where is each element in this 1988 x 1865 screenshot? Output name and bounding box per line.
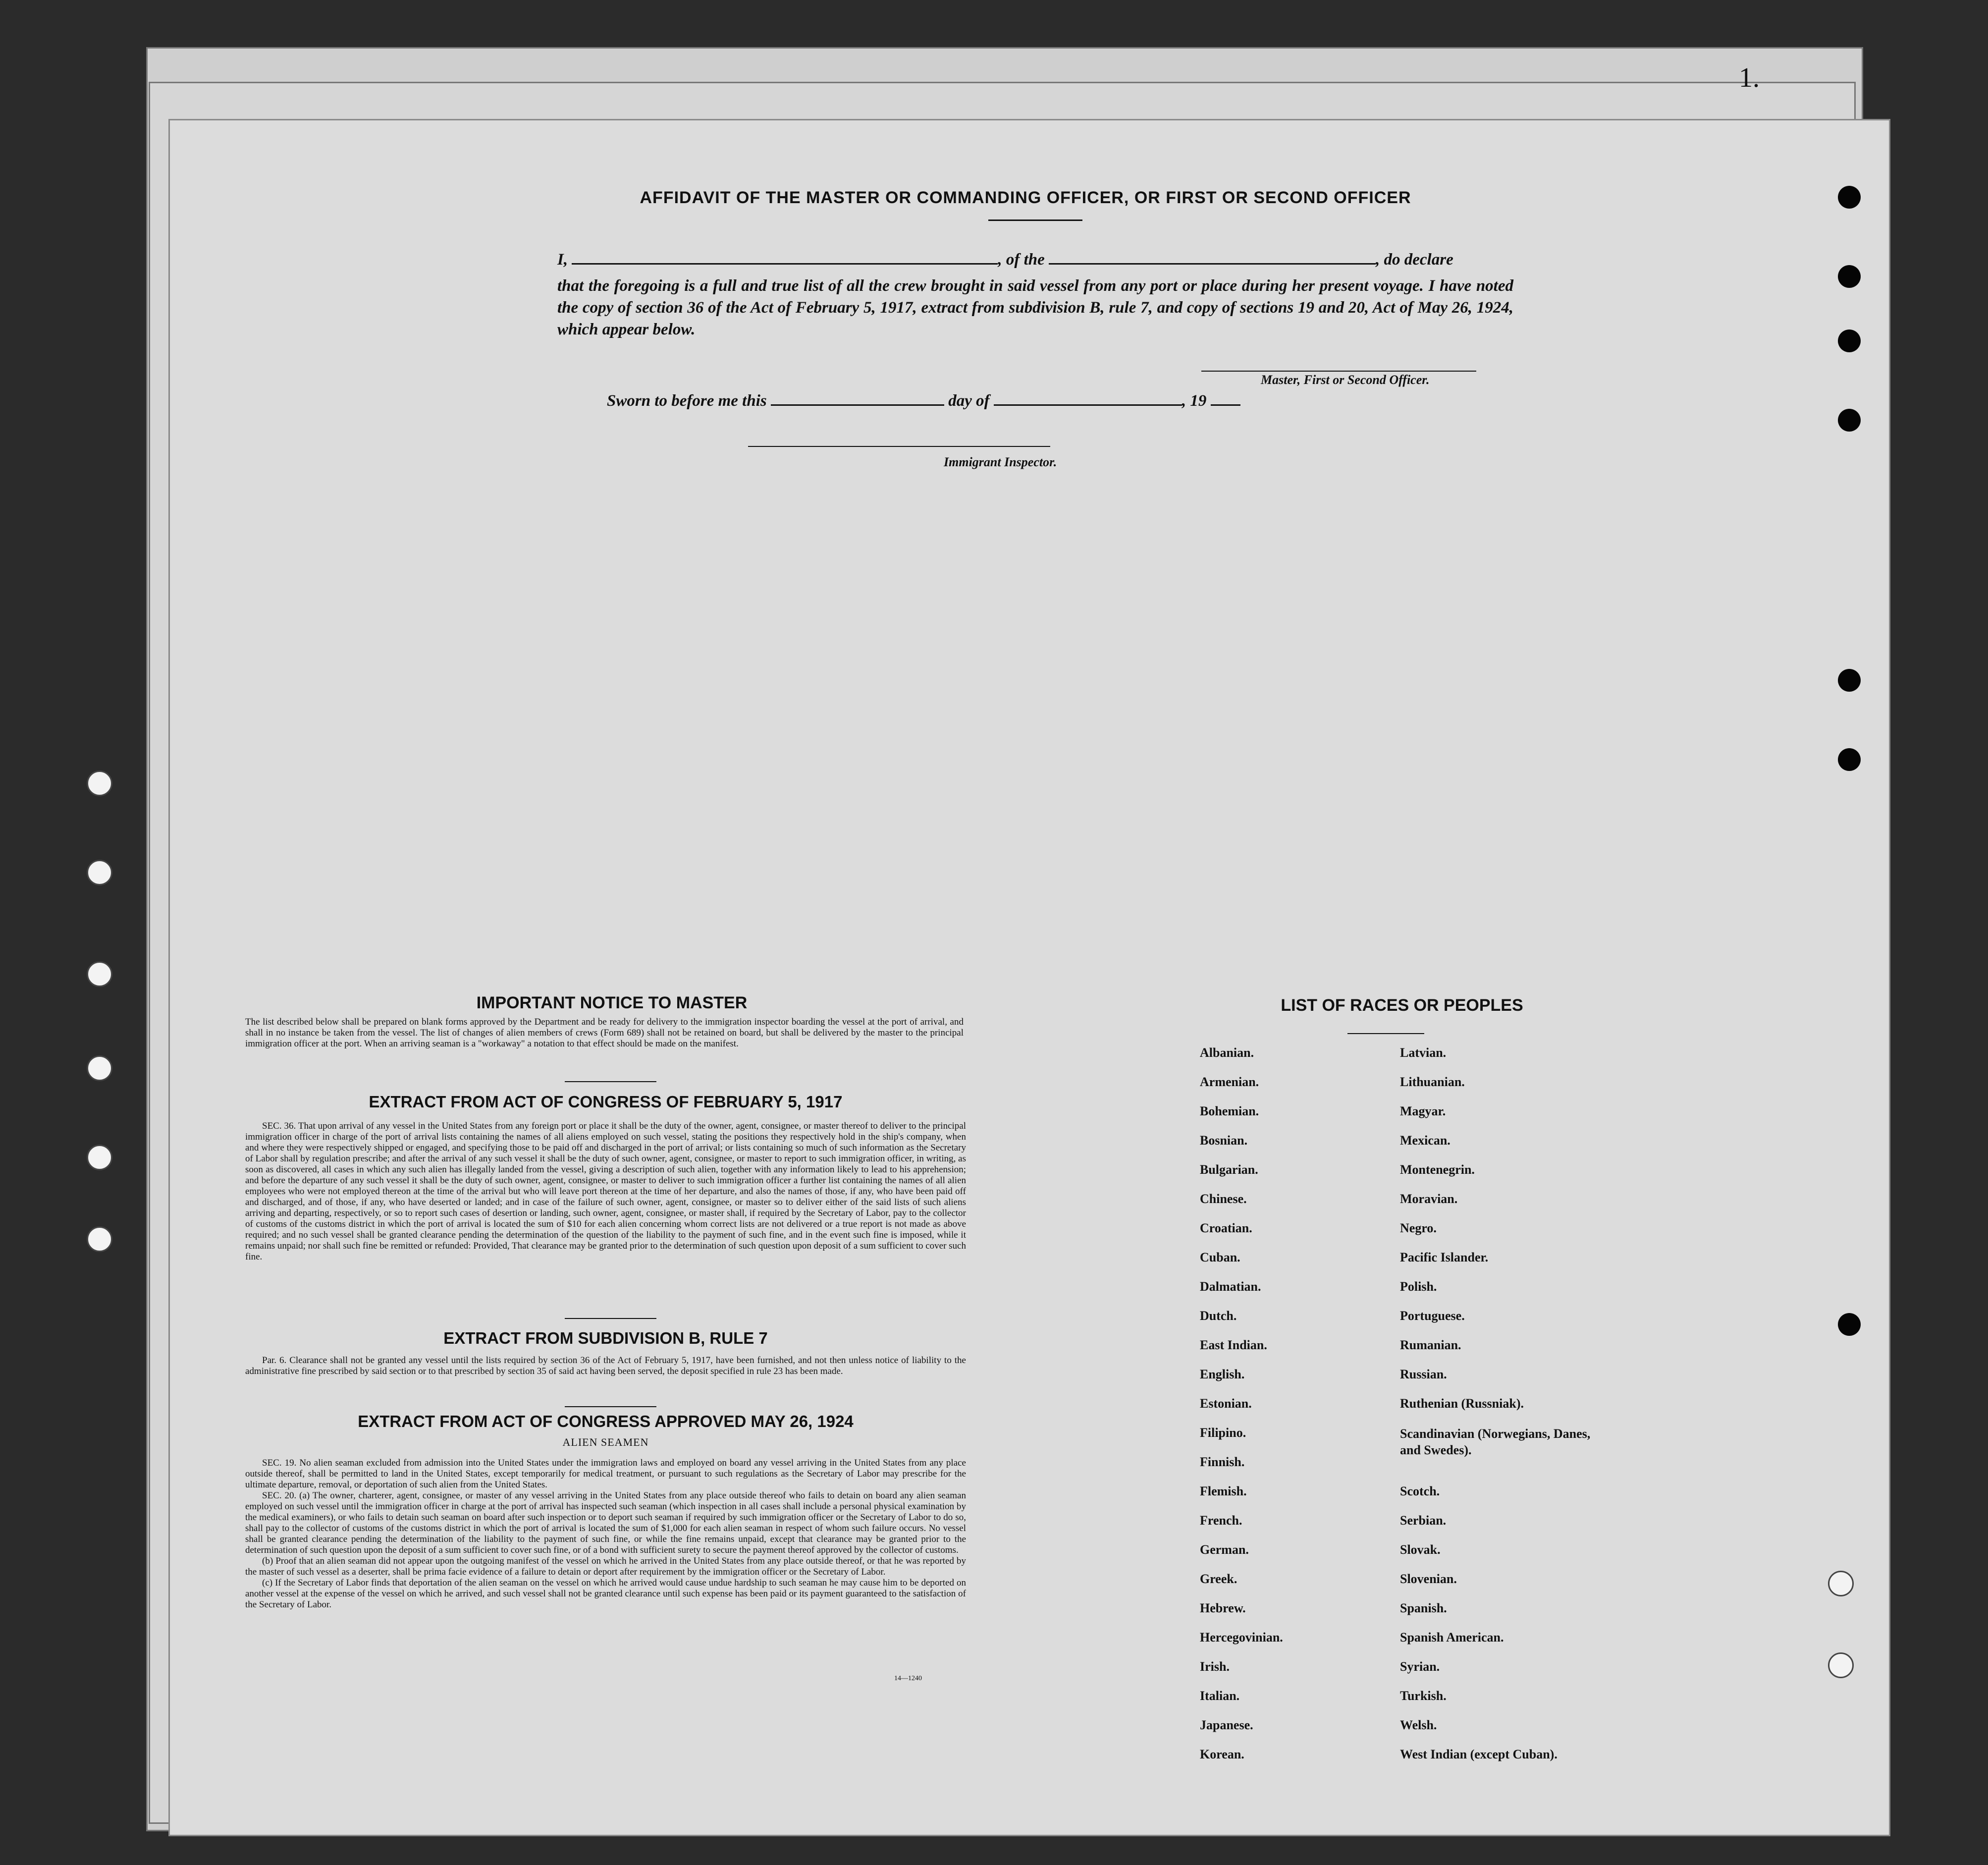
alien-seamen-subtitle: ALIEN SEAMEN [562, 1436, 649, 1448]
affidavit-title: AFFIDAVIT OF THE MASTER OR COMMANDING OFFICER, OR FIRST OR SECOND OFFICER [640, 188, 1411, 207]
punch-hole [1838, 186, 1861, 209]
notice-body: The list described below shall be prepared on blank forms approved by the Department and be ready for delivery to the immigration inspector boarding the vessel at the port of arrival, and shall in no instance be taken from the vessel. The list of changes of alien members of crews (Form 689) shall not be retained on board, but shall be delivered by the master to the principal immigration officer at the port. When an arriving seaman is a "workaway" a notation to that effect should be made on the manifest. [245, 1017, 964, 1049]
section-20c-text: (c) If the Secretary of Labor finds that deportation of the alien seaman on the vessel on which he arrived would cause undue hardship to such seaman he may cause him to be deported on another vessel at the expense of the vessel on which he arrived, and such vessel shall not be granted clearance until such expense has been paid or its payment guaranteed to the satisfaction of the Secretary of Labor. [245, 1578, 966, 1610]
race-item: Bulgarian. [1200, 1162, 1258, 1177]
race-item: Hebrew. [1200, 1601, 1246, 1615]
punch-hole [1838, 329, 1861, 352]
declarant-label: I, [557, 251, 568, 269]
extract-rule7-body [245, 1355, 966, 1377]
signature-line[interactable] [1201, 371, 1476, 372]
of-the-label: , of the [998, 251, 1045, 269]
race-item: Finnish. [1200, 1455, 1245, 1469]
race-item: Slovenian. [1400, 1572, 1457, 1586]
races-divider [1347, 1033, 1424, 1034]
punch-hole [1838, 748, 1861, 771]
race-item: Magyar. [1400, 1104, 1446, 1118]
race-item: French. [1200, 1513, 1242, 1528]
punch-hole [87, 961, 112, 987]
race-item: Croatian. [1200, 1221, 1252, 1235]
race-item: Spanish. [1400, 1601, 1447, 1615]
form-number: 14—1240 [894, 1675, 922, 1682]
race-item: Japanese. [1200, 1718, 1253, 1732]
race-item: Irish. [1200, 1659, 1230, 1674]
race-item: Russian. [1400, 1367, 1447, 1381]
race-item: Cuban. [1200, 1250, 1240, 1264]
punch-hole [87, 1226, 112, 1252]
punch-hole [87, 860, 112, 885]
signature-label: Master, First or Second Officer. [1261, 373, 1430, 387]
race-item: Latvian. [1400, 1045, 1447, 1060]
race-item: Negro. [1400, 1221, 1437, 1235]
race-item: Lithuanian. [1400, 1075, 1465, 1089]
race-item: Portuguese. [1400, 1309, 1465, 1323]
sworn-month-field[interactable] [994, 391, 1182, 406]
race-item: Ruthenian (Russniak). [1400, 1396, 1524, 1411]
section-20b-text: (b) Proof that an alien seaman did not appear upon the outgoing manifest of the vessel on which he arrived in the United States from any place outside thereof, or that he was reported by the master of such vessel as a deserter, shall be prima facie evidence of a failure to detain or deport after requirement by the immigration officer or the Secretary of Labor. [245, 1556, 966, 1577]
section-36-text: SEC. 36. That upon arrival of any vessel in the United States from any foreign port or place it shall be the duty of the owner, agent, consignee, or master thereof to deliver to the principal immigration officer in charge of the port of arrival lists containing the names of all aliens employed on such vessel, stating the positions they respectively hold in the ship's company, when and where they were respectively shipped or engaged, and specifying those to be paid off and discharged in the port of arrival; or lists containing so much of such information as the Secretary of Labor shall by regulation prescribe; and after the arrival of any such vessel it shall be the duty of such owner, agent, consignee, or master to report to such immigration officer, in writing, as soon as discovered, all cases in which any such alien has illegally landed from the vessel, giving a description of such alien, together with any information likely to lead to his apprehension; and before the departure of any such vessel it shall be the duty of such owner, agent, consignee, or master to deliver to such immigration officer a further list containing the names of all alien employees who were not employed thereon at the time of the arrival but who will leave port thereon at the time of her departure, and also the names of those, if any, who have been paid off and discharged, and of those, if any, who have deserted or landed; and in case of the failure of such owner, agent, consignee, or master so to deliver either of the said lists of such aliens arriving and departing, respectively, or so to report such cases of desertion or landing, such owner, agent, consignee, or master shall, if required by the Secretary of Labor, pay to the collector of customs of the customs district in which the port of arrival is located the sum of $10 for each alien concerning whom correct lists are not delivered or a true report is not made as above required; and no such vessel shall be granted clearance pending the determination of the question of the liability to the payment of such fine, and in the event such fine is imposed, while it remains unpaid; nor shall such fine be remitted or refunded: Provided, That clearance may be granted prior to the determination of such question upon deposit of a sum sufficient to cover such fine. [245, 1121, 966, 1262]
race-item: English. [1200, 1367, 1245, 1381]
extract-1917-body [245, 1121, 966, 1262]
race-item: Flemish. [1200, 1484, 1247, 1498]
affidavit-declaration-line [557, 250, 1513, 269]
punch-hole [1838, 669, 1861, 692]
sworn-year-field[interactable] [1211, 391, 1240, 406]
race-item: Scotch. [1400, 1484, 1440, 1498]
race-item: Bosnian. [1200, 1133, 1248, 1148]
extract-1924-title: EXTRACT FROM ACT OF CONGRESS APPROVED MAY 26, 1924 [358, 1412, 854, 1430]
punch-hole [1838, 1313, 1861, 1336]
do-declare-label: , do declare [1376, 251, 1453, 269]
section-19-text: SEC. 19. No alien seaman excluded from admission into the United States under the immigration laws and employed on board any vessel arriving in the United States from any place outside thereof, shall be permitted to land in the United States, except temporarily for medical treatment, or pursuant to such regulations as the Secretary of Labor may prescribe for the ultimate departure, removal, or deportation of such alien from the United States. [245, 1458, 966, 1490]
sworn-day-of-label: day of [948, 392, 990, 410]
punch-hole [87, 1055, 112, 1081]
extract-1917-title: EXTRACT FROM ACT OF CONGRESS OF FEBRUARY 5, 1917 [369, 1093, 843, 1111]
sworn-year-label: , 19 [1182, 392, 1207, 410]
race-item: Syrian. [1400, 1659, 1440, 1674]
affidavit-body: that the foregoing is a full and true list of all the crew brought in said vessel from any port or place during her present voyage. I have noted the copy of section 36 of the Act of February 5, 1917, extract from subdivision B, rule 7, and copy of sections 19 and 20, Act of May 26, 1924, which appear below. [557, 277, 1513, 338]
paragraph-6-text: Par. 6. Clearance shall not be granted any vessel until the lists required by section 36 of the Act of February 5, 1917, have been furnished, and not then unless notice of liability to the administrative fine prescribed by said section or to that prescribed by section 35 of said act having been served, the deposit specified in rule 23 has been made. [245, 1355, 966, 1376]
race-item: Spanish American. [1400, 1630, 1504, 1645]
race-item: Estonian. [1200, 1396, 1252, 1411]
punch-hole [1828, 1652, 1854, 1678]
punch-hole [1838, 265, 1861, 288]
race-item: Albanian. [1200, 1045, 1254, 1060]
race-item: Polish. [1400, 1279, 1437, 1294]
section-20a-text: SEC. 20. (a) The owner, charterer, agent, consignee, or master of any vessel arriving in the United States from any place outside thereof who fails to detain on board any alien seaman employed on such vessel until the immigration officer in charge at the port of arrival has inspected such seaman (which inspection in all cases shall include a personal physical examination by the medical examiners), or who fails to detain such seaman on board after such inspection or to deport such seaman if required by such immigration officer or the Secretary of Labor to do so, shall pay to the collector of customs of the customs district in which the port of arrival is located the sum of $1,000 for each alien seaman in respect of whom such failure occurs. No vessel shall be granted clearance pending the determination of the liability to the payment of such fine, or while the fine remains unpaid, except that clearance may be granted prior to the determination of such question upon the deposit of a sum sufficient to cover such fine, or of a bond with sufficient surety to secure the payment thereof approved by the collector of customs. [245, 1490, 966, 1555]
race-item: East Indian. [1200, 1338, 1267, 1352]
race-item: Mexican. [1400, 1133, 1451, 1148]
race-item: Hercegovinian. [1200, 1630, 1283, 1645]
race-item: Dutch. [1200, 1309, 1237, 1323]
race-item: Scandinavian (Norwegians, Danes, and Swedes). [1400, 1426, 1591, 1457]
race-item: Turkish. [1400, 1689, 1447, 1703]
extract-1917-divider [565, 1318, 656, 1319]
sworn-prefix: Sworn to before me this [607, 392, 767, 410]
title-divider [988, 219, 1082, 221]
races-title: LIST OF RACES OR PEOPLES [1281, 996, 1523, 1015]
notice-title: IMPORTANT NOTICE TO MASTER [476, 993, 748, 1012]
extract-1924-body [245, 1458, 966, 1610]
punch-hole [1838, 409, 1861, 432]
race-item: Welsh. [1400, 1718, 1437, 1732]
race-item: Montenegrin. [1400, 1162, 1475, 1177]
punch-hole [87, 1145, 112, 1170]
race-item: Filipino. [1200, 1426, 1246, 1440]
race-item: West Indian (except Cuban). [1400, 1747, 1558, 1761]
sworn-day-field[interactable] [771, 391, 944, 406]
corner-mark: 1. [1739, 62, 1760, 93]
inspector-label: Immigrant Inspector. [944, 455, 1057, 469]
vessel-name-field[interactable] [1049, 250, 1376, 265]
inspector-signature-line[interactable] [748, 446, 1050, 447]
punch-hole [1828, 1571, 1854, 1596]
race-item: Italian. [1200, 1689, 1240, 1703]
race-item: Pacific Islander. [1400, 1250, 1489, 1264]
race-item: Bohemian. [1200, 1104, 1259, 1118]
race-item: Slovak. [1400, 1542, 1441, 1557]
declarant-name-field[interactable] [572, 250, 998, 265]
sworn-line [607, 391, 1350, 410]
race-item: Korean. [1200, 1747, 1244, 1761]
punch-hole [87, 770, 112, 796]
race-item: Moravian. [1400, 1192, 1458, 1206]
extract-rule7-divider [565, 1406, 656, 1407]
race-item: Chinese. [1200, 1192, 1247, 1206]
race-item: Greek. [1200, 1572, 1237, 1586]
extract-rule7-title: EXTRACT FROM SUBDIVISION B, RULE 7 [443, 1329, 768, 1347]
notice-divider [565, 1081, 656, 1082]
race-item: Serbian. [1400, 1513, 1447, 1528]
race-item: Dalmatian. [1200, 1279, 1261, 1294]
race-item: German. [1200, 1542, 1249, 1557]
race-item: Armenian. [1200, 1075, 1259, 1089]
race-item: Rumanian. [1400, 1338, 1461, 1352]
